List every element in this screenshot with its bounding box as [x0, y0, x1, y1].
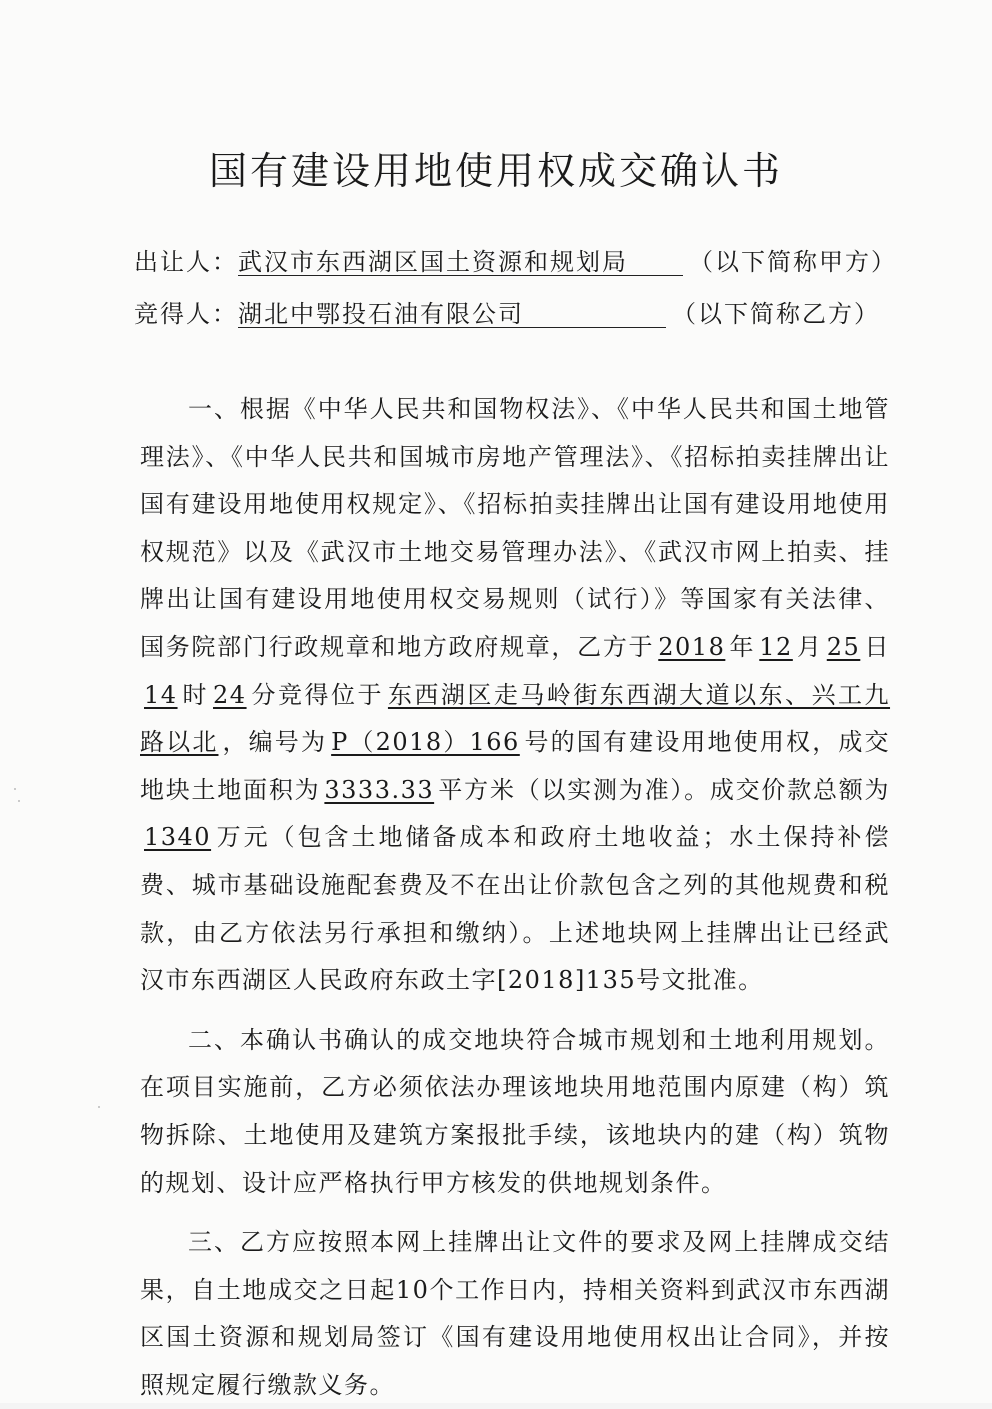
clause-1-text: 万元（包含土地储备成本和政府土地收益；水土保持补偿费、城市基础设施配套费及不在出让价款包含之列的其他规费和税款，由乙方依法另行承担和缴纳）。上述地块网上挂牌出让已经武汉市东西湖区人民政府东政土字[2018]135号文批准。 — [140, 823, 890, 995]
clause-1 — [140, 386, 890, 1005]
grantee-value: 湖北中鄂投石油有限公司 — [238, 301, 666, 328]
clause-1-text: 一、根据《中华人民共和国物权法》、《中华人民共和国土地管理法》、《中华人民共和国城市房地产管理法》、《招标拍卖挂牌出让国有建设用地使用权规定》、《招标拍卖挂牌出让国有建设用地使用权规范》以及《武汉市土地交易管理办法》、《武汉市网上拍卖、挂牌出让国有建设用地使用权交易规则（试行）》等国家有关法律、国务院部门行政规章和地方政府规章，乙方于 — [140, 395, 890, 661]
parcel-area: 3333.33 — [324, 775, 435, 804]
scan-speck — [14, 788, 16, 790]
grantee-suffix: （以下简称乙方） — [672, 300, 880, 328]
clause-2: 二、本确认书确认的成交地块符合城市规划和土地利用规划。在项目实施前，乙方必须依法办理该地块用地范围内原建（构）筑物拆除、土地使用及建筑方案报批手续，该地块内的建（构）筑物的规划、设计应严格执行甲方核发的供地规划条件。 — [140, 1025, 890, 1197]
total-price: 1340 — [144, 823, 212, 852]
scan-speck — [98, 1106, 100, 1108]
parcel-location: 东西湖区走马岭街东西湖大道以东、兴工九路以北 — [140, 680, 891, 757]
clause-1-text: 日 — [864, 632, 891, 661]
clause-1-text: 号的国有建设用地使用权，成交地块土地面积为 — [140, 728, 891, 804]
grantor-label: 出让人： — [134, 248, 238, 276]
clause-1-text: 月 — [796, 632, 823, 661]
grantor-line — [134, 242, 932, 277]
document-title: 国有建设用地使用权成交确认书 — [208, 149, 783, 193]
deal-minute: 24 — [213, 680, 247, 709]
deal-month: 12 — [759, 632, 793, 661]
grantee-label: 竞得人： — [134, 300, 238, 328]
clause-3: 三、乙方应按照本网上挂牌出让文件的要求及网上挂牌成交结果，自土地成交之日起10个工作日内，持相关资料到武汉市东西湖区国土资源和规划局签订《国有建设用地使用权出让合同》，并按照规定履行缴款义务。 — [140, 1228, 890, 1399]
clause-1-text: 时 — [181, 680, 210, 709]
parcel-number: P（2018）166 — [331, 728, 520, 757]
deal-hour: 14 — [144, 680, 178, 709]
document-body — [140, 386, 890, 1409]
grantee-line — [134, 294, 932, 329]
clause-1-text: 平方米（以实测为准）。成交价款总额为 — [438, 775, 890, 804]
deal-year: 2018 — [658, 632, 726, 661]
grantor-value: 武汉市东西湖区国土资源和规划局 — [238, 249, 683, 276]
clause-1-text: ，编号为 — [222, 728, 328, 757]
clause-1-text: 年 — [729, 632, 756, 661]
scan-speck — [18, 800, 20, 802]
grantor-suffix: （以下简称甲方） — [689, 248, 897, 276]
clause-1-text: 分竞得位于 — [250, 680, 384, 709]
deal-day: 25 — [826, 632, 861, 661]
